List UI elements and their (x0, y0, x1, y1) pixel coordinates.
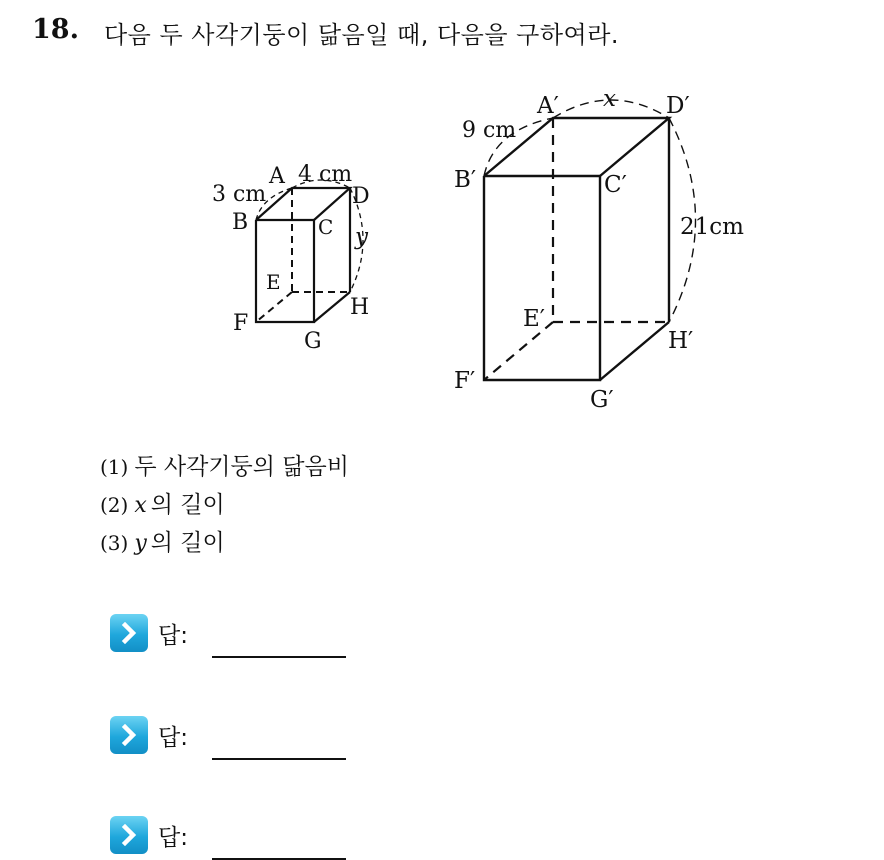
large-prism-label-ab: 9 cm (462, 118, 517, 143)
small-prism-hidden-diag (256, 292, 292, 322)
sub-question-2 (100, 486, 349, 524)
large-prism-label-b: B′ (454, 167, 477, 193)
answer-row-2 (110, 710, 346, 760)
answer-row-1 (110, 608, 346, 658)
sub-question-text: 의 길이 (150, 530, 225, 556)
answer-label: 답: (158, 622, 188, 649)
chevron-right-icon (110, 716, 148, 754)
chevron-right-icon (110, 816, 148, 854)
sub-question-number: (3) (100, 531, 129, 555)
question-number: 18. (32, 14, 79, 45)
large-prism-label-e: E′ (523, 306, 546, 332)
small-prism-label-d: D (352, 184, 370, 209)
sub-question-list (100, 448, 349, 562)
small-prism-label-b: B (232, 210, 249, 235)
answer-blank-2[interactable] (212, 730, 346, 760)
answer-row-3 (110, 810, 346, 860)
small-prism-label-f: F (233, 311, 249, 336)
sub-question-variable: y (134, 531, 147, 556)
small-prism-label-h: H (350, 295, 370, 320)
small-prism (256, 180, 363, 322)
small-prism-label-a: A (269, 164, 285, 189)
answer-label: 답: (158, 824, 188, 851)
sub-question-3 (100, 524, 349, 562)
small-prism-front-face (256, 220, 314, 322)
answer-label: 답: (158, 724, 188, 751)
small-prism-label-ad: 4 cm (298, 162, 353, 187)
large-prism-label-d: D′ (666, 93, 690, 119)
chevron-right-icon (110, 614, 148, 652)
sub-question-text: 두 사각기둥의 닮음비 (134, 454, 349, 480)
sub-question-number: (1) (100, 455, 129, 479)
question-text: 다음 두 사각기둥이 닮음일 때, 다음을 구하여라. (104, 21, 620, 49)
sub-question-number: (2) (100, 493, 129, 517)
large-prism-label-h: H′ (668, 328, 694, 354)
large-prism-bottom-right-edge (600, 322, 669, 380)
large-prism-label-dh: 21cm (680, 214, 744, 240)
large-prism-front-face (484, 176, 600, 380)
small-prism-label-ab: 3 cm (212, 182, 267, 207)
answer-blank-3[interactable] (212, 830, 346, 860)
small-prism-label-e: E (266, 270, 281, 294)
sub-question-text: 의 길이 (150, 492, 225, 518)
large-prism-label-f: F′ (454, 368, 476, 394)
sub-question-variable: x (134, 493, 147, 518)
small-prism-top-face (256, 188, 350, 220)
large-prism-label-x: x (603, 86, 616, 112)
answer-blank-1[interactable] (212, 628, 346, 658)
small-prism-bottom-right-edge (314, 292, 350, 322)
large-prism-label-a: A′ (537, 93, 559, 119)
small-prism-label-y: y (355, 224, 368, 250)
small-prism-label-c: C (318, 215, 334, 239)
large-prism-label-g: G′ (590, 387, 614, 413)
large-prism-label-c: C′ (604, 172, 627, 198)
small-prism-label-g: G (304, 329, 322, 354)
sub-question-1 (100, 448, 349, 486)
